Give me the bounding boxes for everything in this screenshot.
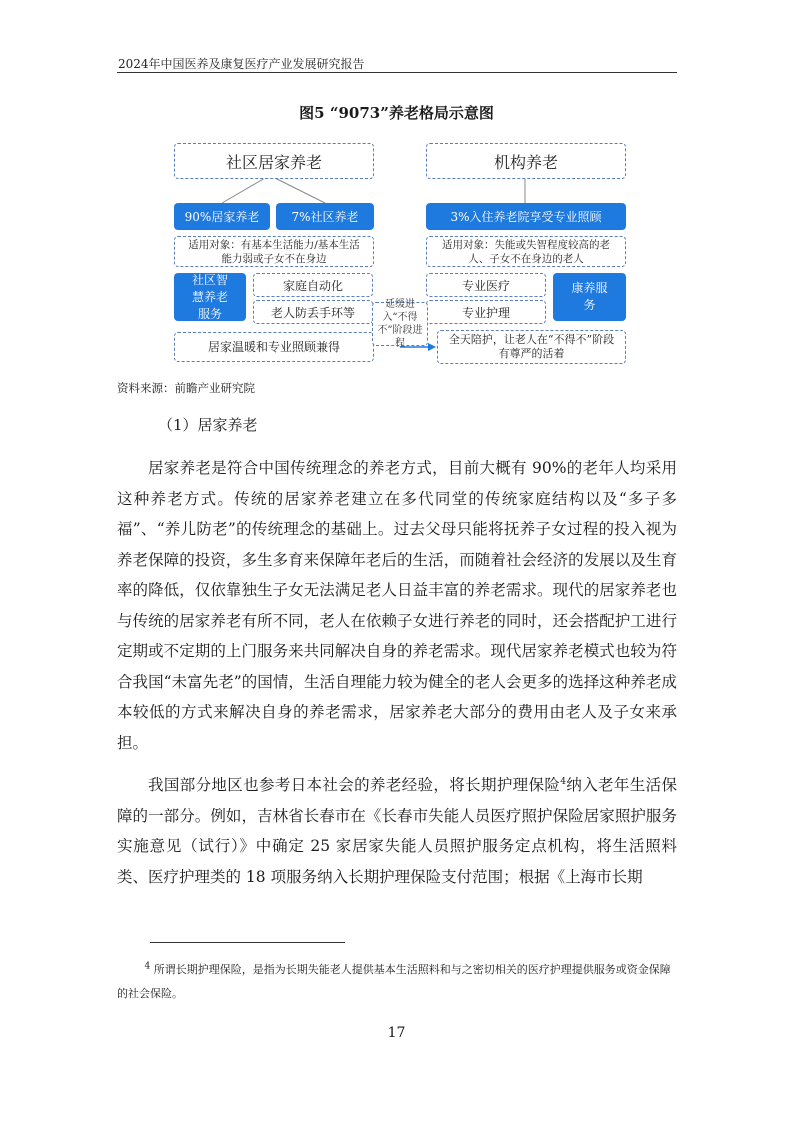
figure-source: 资料来源：前瞻产业研究院: [117, 381, 255, 395]
community-care-7-box: 7%社区养老: [276, 203, 374, 230]
professional-nursing-box: 专业护理: [426, 300, 546, 324]
professional-medical-box: 专业医疗: [426, 273, 546, 297]
running-header: 2024年中国医养及康复医疗产业发展研究报告: [118, 57, 365, 71]
home-care-90-box: 90%居家养老: [174, 203, 270, 230]
home-target-box: 适用对象：有基本生活能力/基本生活能力弱或子女不在身边: [174, 236, 374, 267]
section-heading: （1）居家养老: [158, 416, 258, 434]
home-bottom-box: 居家温暖和专业照顾兼得: [174, 332, 374, 362]
institution-target-box: 适用对象：失能或失智程度较高的老人、子女不在身边的老人: [426, 236, 626, 267]
footnote-ref[interactable]: 4: [560, 776, 566, 787]
home-automation-box: 家庭自动化: [253, 273, 373, 297]
pension-structure-diagram: [0, 0, 793, 380]
footnote-number: 4: [144, 961, 151, 972]
community-home-header: 社区居家养老: [174, 143, 374, 179]
rehab-service-box: 康养服务: [553, 273, 626, 321]
institution-header: 机构养老: [426, 143, 626, 179]
smart-service-box: 社区智慧养老服务: [174, 273, 246, 321]
institution-care-3-box: 3%入住养老院享受专业照顾: [426, 203, 626, 230]
institution-bottom-box: 全天陪护，让老人在“不得不”阶段有尊严的活着: [437, 330, 626, 364]
footnote-rule: [150, 942, 345, 943]
paragraph-2-text-a: 我国部分地区也参考日本社会的养老经验，将长期护理保险: [148, 776, 561, 794]
paragraph-2-text-b: 纳入老年生活保障的一部分。例如，吉林省长春市在《长春市失能人员医疗照护保险居家照护服务实施意见（试行）》中确定 25 家居家失能人员照护服务定点机构，将生活照料类、医疗护理类的 18 项服务纳入长期护理保险支付范围；根据《上海市长期: [117, 776, 677, 886]
body-paragraph-1: 居家养老是符合中国传统理念的养老方式，目前大概有 90%的老年人均采用这种养老方式。传统的居家养老建立在多代同堂的传统家庭结构以及“多子多福”、“养儿防老”的传统理念的基础上。过去父母只能将抚养子女过程的投入视为养老保障的投资，多生多育来保障年老后的生活，而随着社会经济的发展以及生育率的降低，仅依靠独生子女无法满足老人日益丰富的养老需求。现代的居家养老也与传统的居家养老有所不同，老人在依赖子女进行养老的同时，还会搭配护工进行定期或不定期的上门服务来共同解决自身的养老需求。现代居家养老模式也较为符合我国“未富先老”的国情，生活自理能力较为健全的老人会更多的选择这种养老成本较低的方式来解决自身的养老需求，居家养老大部分的费用由老人及子女来承担。: [117, 459, 677, 752]
transition-label: 延缓进入“不得不”阶段进程: [372, 302, 428, 346]
figure-title: 图5 “9073”养老格局示意图: [299, 104, 494, 122]
footnote-text: 所谓长期护理保险，是指为长期失能老人提供基本生活照料和与之密切相关的医疗护理提供服务或资金保障的社会保险。: [117, 963, 671, 1000]
anti-lost-bracelet-box: 老人防丢手环等: [253, 300, 373, 324]
body-paragraph-2: [117, 770, 677, 892]
footnote: [117, 958, 677, 1006]
page-number: 17: [387, 1025, 406, 1041]
